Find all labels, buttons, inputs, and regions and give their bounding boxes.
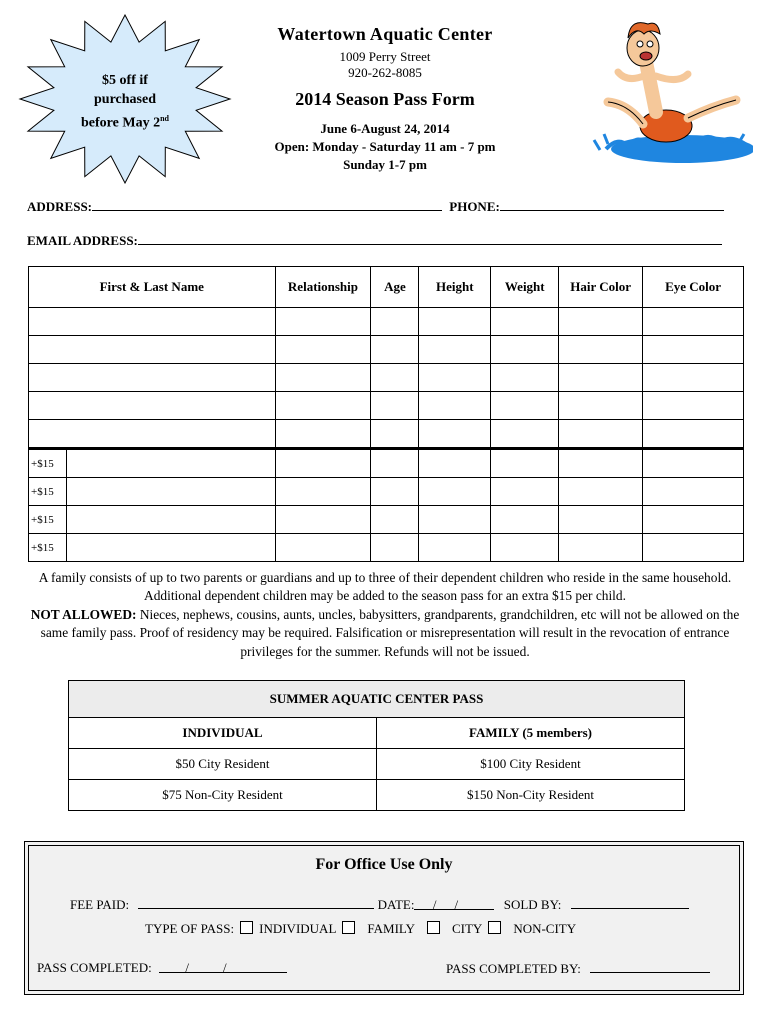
members-header-row (29, 267, 744, 308)
pass-completed-date-field[interactable]: // (159, 960, 287, 973)
promo-line1: $5 off if (102, 73, 148, 88)
fee-row (70, 896, 689, 913)
pass-completed-by-label: PASS COMPLETED BY: (446, 961, 581, 976)
extra-member-row[interactable] (29, 534, 744, 562)
phone-field[interactable] (500, 198, 724, 211)
individual-checkbox[interactable] (240, 921, 253, 934)
member-row[interactable] (29, 336, 744, 364)
form-title: 2014 Season Pass Form (295, 89, 475, 109)
extra-fee-label: +$15 (29, 534, 67, 562)
family-option-label: FAMILY (367, 921, 415, 936)
center-phone: 920-262-8085 (348, 65, 422, 80)
hours-weekday: Open: Monday - Saturday 11 am - 7 pm (274, 139, 496, 154)
address-row (27, 198, 724, 215)
col-weight-header: Weight (491, 267, 559, 308)
address-label: ADDRESS: (27, 199, 93, 214)
pass-type-row (145, 921, 576, 937)
hours-sunday: Sunday 1-7 pm (343, 157, 427, 172)
email-row (27, 232, 722, 249)
extra-fee-label: +$15 (29, 449, 67, 478)
members-table (28, 266, 744, 562)
season-dates: June 6-August 24, 2014 (320, 121, 450, 136)
col-age-header: Age (371, 267, 419, 308)
form-header (230, 24, 540, 174)
col-eye-header: Eye Color (643, 267, 744, 308)
fee-paid-field[interactable] (138, 896, 374, 909)
phone-label: PHONE: (449, 199, 500, 214)
col-hair-header: Hair Color (559, 267, 643, 308)
extra-member-row[interactable] (29, 506, 744, 534)
member-row[interactable] (29, 392, 744, 420)
extra-fee-label: +$15 (29, 478, 67, 506)
date-label: DATE: (377, 897, 415, 912)
promo-sup: nd (160, 114, 169, 123)
col-relationship-header: Relationship (275, 267, 371, 308)
family-city-price: $100 City Resident (377, 749, 685, 780)
individual-header: INDIVIDUAL (69, 718, 377, 749)
family-noncity-price: $150 Non-City Resident (377, 780, 685, 811)
fee-paid-label: FEE PAID: (70, 897, 130, 912)
office-use-box (24, 841, 744, 995)
individual-option-label: INDIVIDUAL (259, 921, 337, 936)
swimmer-clipart (588, 14, 753, 174)
type-of-pass-label: TYPE OF PASS: (145, 921, 235, 936)
center-street: 1009 Perry Street (339, 49, 431, 64)
extra-fee-label: +$15 (29, 506, 67, 534)
policy-text (22, 569, 748, 661)
member-row[interactable] (29, 420, 744, 449)
extra-member-row[interactable] (29, 449, 744, 478)
city-option-label: CITY (451, 921, 483, 936)
promo-line2: purchased (94, 92, 156, 107)
center-name: Watertown Aquatic Center (277, 24, 493, 44)
col-height-header: Height (419, 267, 491, 308)
pass-completed-label: PASS COMPLETED: (37, 960, 152, 975)
address-field[interactable] (92, 198, 442, 211)
member-row[interactable] (29, 308, 744, 336)
policy-not-allowed: NOT ALLOWED: (30, 606, 137, 622)
col-name-header: First & Last Name (29, 267, 276, 308)
non-city-option-label: NON-CITY (513, 921, 577, 936)
sold-by-field[interactable] (571, 896, 689, 909)
pass-completed-by-field[interactable] (590, 960, 710, 973)
date-field[interactable]: // (414, 897, 494, 910)
non-city-checkbox[interactable] (488, 921, 501, 934)
extra-member-row[interactable] (29, 478, 744, 506)
policy-rules: Nieces, nephews, cousins, aunts, uncles, babysitters, grandparents, grandchildren, etc will not be allowed on the same family pass. Proof of residency may be required. Falsification or misrepresentation will result in the revocation of entrance privileges for the summer. Refunds will not be issued. (40, 606, 740, 659)
pass-table-title: SUMMER AQUATIC CENTER PASS (69, 681, 685, 718)
member-row[interactable] (29, 364, 744, 392)
sold-by-label: SOLD BY: (503, 897, 562, 912)
promo-line3: before May 2 (81, 115, 161, 131)
promo-text (60, 71, 190, 133)
office-title: For Office Use Only (315, 856, 453, 873)
city-checkbox[interactable] (427, 921, 440, 934)
email-field[interactable] (138, 232, 722, 245)
family-header: FAMILY (5 members) (377, 718, 685, 749)
policy-family-definition: A family consists of up to two parents or guardians and up to three of their dependent children who reside in the same household. Additional dependent children may be added to the season pass for an extra $15 per child. (38, 570, 732, 604)
individual-city-price: $50 City Resident (69, 749, 377, 780)
pass-completed-by-row (446, 960, 710, 977)
family-checkbox[interactable] (342, 921, 355, 934)
pass-price-table (68, 680, 685, 811)
email-label: EMAIL ADDRESS: (27, 233, 138, 248)
individual-noncity-price: $75 Non-City Resident (69, 780, 377, 811)
pass-completed-row (37, 960, 287, 976)
